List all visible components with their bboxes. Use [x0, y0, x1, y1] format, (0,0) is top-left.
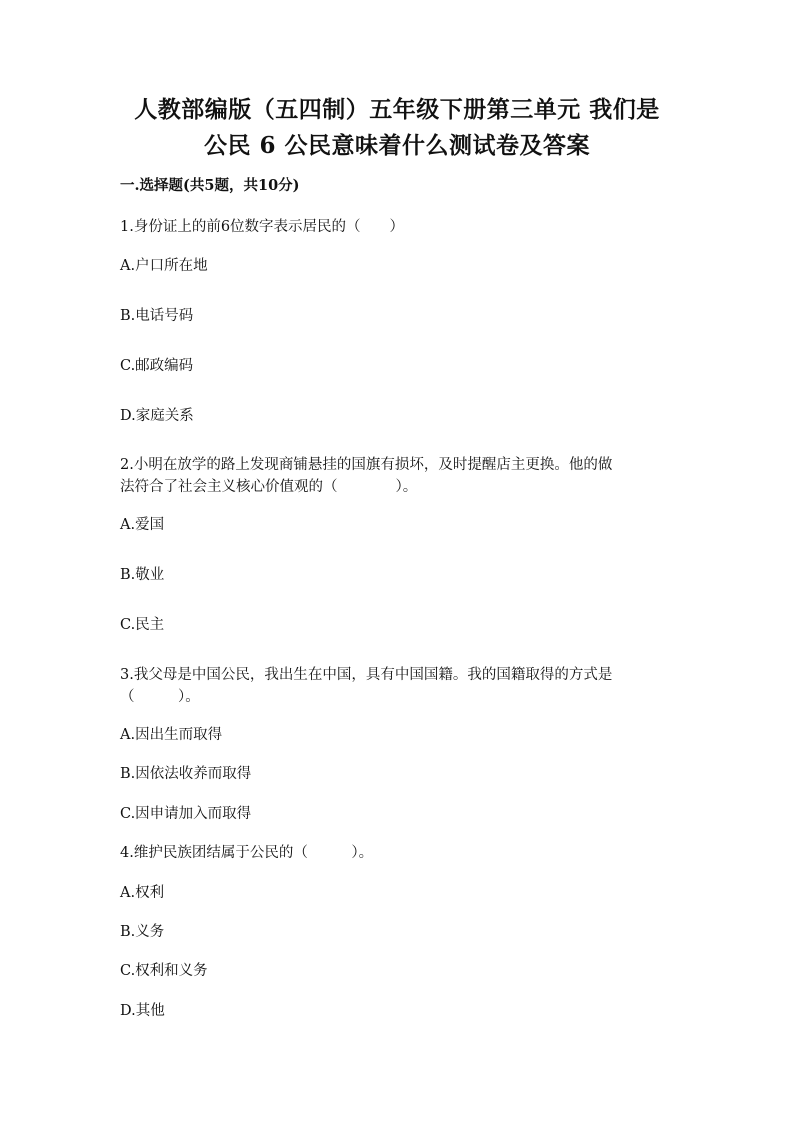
question-4-option-a: A.权利	[120, 885, 165, 901]
question-1	[120, 216, 680, 238]
question-4	[120, 842, 680, 864]
question-3-stem-line-1: 3.我父母是中国公民，我出生在中国，具有中国国籍。我的国籍取得的方式是	[120, 667, 613, 683]
document-title	[0, 92, 794, 164]
title-line-2: 公民 6 公民意味着什么测试卷及答案	[203, 132, 591, 159]
question-4-option-c: C.权利和义务	[120, 963, 208, 979]
question-1-option-c: C.邮政编码	[120, 358, 194, 374]
question-4-stem: 4.维护民族团结属于公民的（ ）。	[120, 845, 374, 861]
question-1-option-a: A.户口所在地	[120, 258, 208, 274]
question-2-option-a: A.爱国	[120, 517, 165, 533]
question-2-option-b: B.敬业	[120, 567, 165, 583]
title-line-1: 人教部编版（五四制）五年级下册第三单元 我们是	[134, 96, 660, 123]
question-3-option-c: C.因申请加入而取得	[120, 806, 252, 822]
question-1-option-b: B.电话号码	[120, 308, 194, 324]
question-3-stem-line-2: （ ）。	[120, 689, 200, 705]
question-3-option-b: B.因依法收养而取得	[120, 766, 252, 782]
question-4-option-b: B.义务	[120, 924, 165, 940]
question-2-option-c: C.民主	[120, 617, 165, 633]
question-3-option-a: A.因出生而取得	[120, 727, 223, 743]
question-3	[120, 664, 680, 708]
section-heading: 一.选择题(共5题，共10分)	[120, 177, 300, 194]
question-1-option-d: D.家庭关系	[120, 408, 194, 424]
question-2-stem-line-1: 2.小明在放学的路上发现商铺悬挂的国旗有损坏，及时提醒店主更换。他的做	[120, 457, 613, 473]
question-4-option-d: D.其他	[120, 1003, 165, 1019]
question-2	[120, 454, 680, 498]
question-1-stem: 1.身份证上的前6位数字表示居民的（ ）	[120, 219, 405, 235]
question-2-stem-line-2: 法符合了社会主义核心价值观的（ ）。	[120, 479, 418, 495]
